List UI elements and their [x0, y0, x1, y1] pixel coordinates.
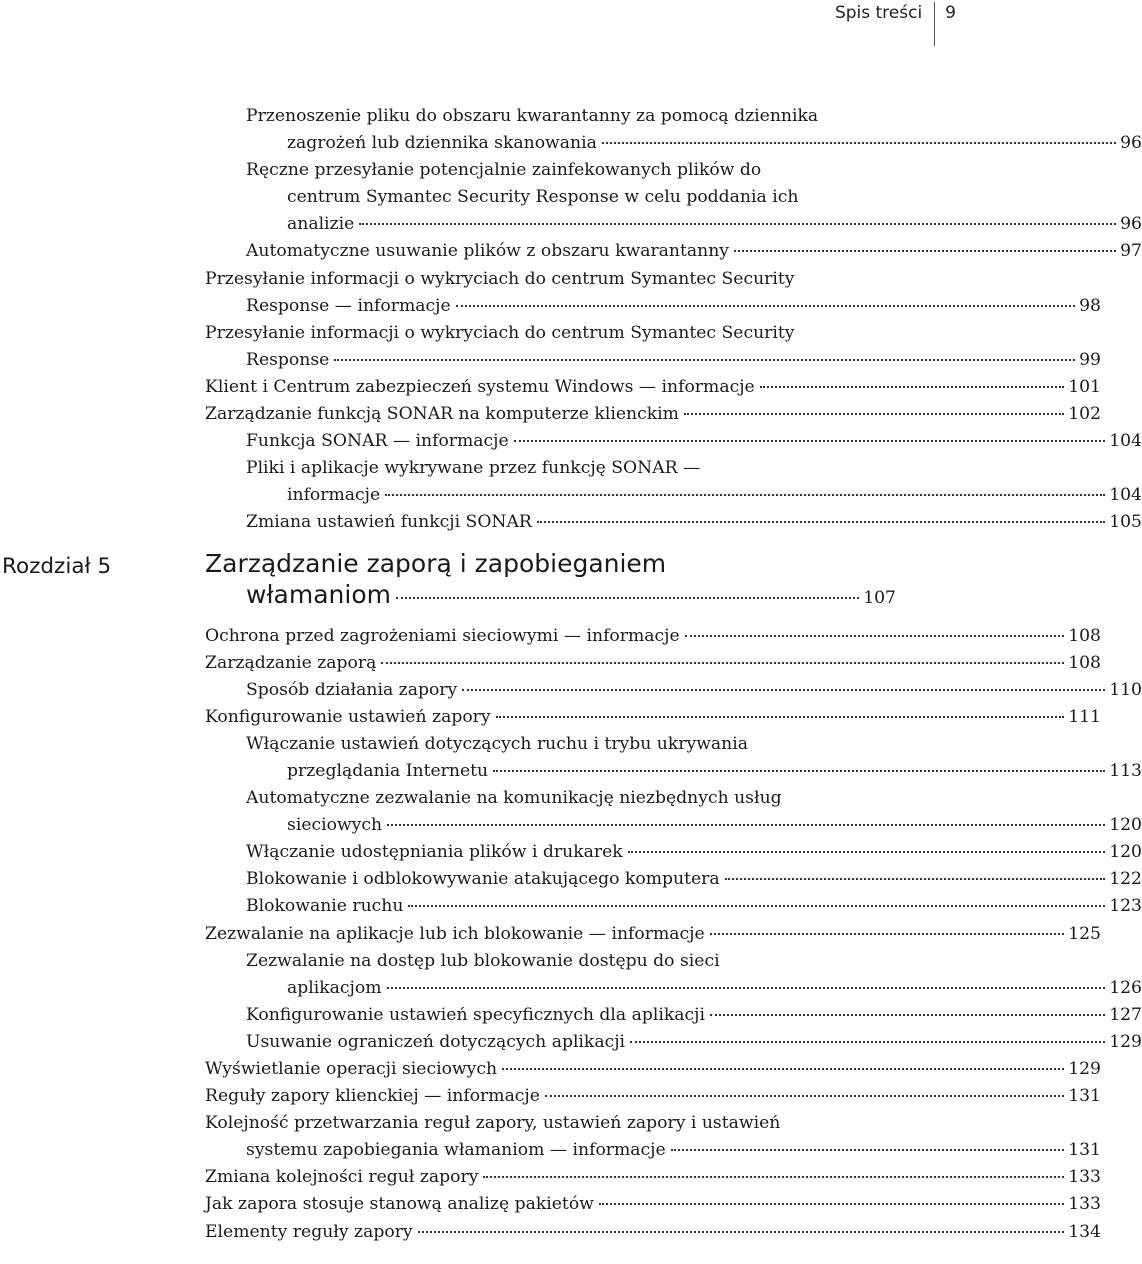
toc-page-number: 126 [1109, 977, 1142, 998]
dot-leader [396, 597, 859, 599]
toc-entry[interactable] [0, 650, 1101, 677]
toc-entry-line [246, 157, 1142, 184]
toc-entry-line [205, 921, 1101, 948]
toc-entry-line [246, 184, 1142, 211]
dot-leader [760, 386, 1064, 388]
toc-entry-text: Response [246, 349, 330, 370]
toc-entry-text: Response — informacje [246, 295, 451, 316]
dot-leader [537, 521, 1105, 523]
toc-page-number: 96 [1120, 214, 1142, 235]
chapter-label: Rozdział 5 [2, 553, 112, 579]
toc-page-number: 111 [1068, 706, 1101, 727]
toc-entry[interactable] [0, 677, 1142, 704]
toc-entry-text: Klient i Centrum zabezpieczeń systemu Windows — informacje [205, 376, 755, 397]
toc-entry[interactable] [0, 1191, 1101, 1218]
toc-entry-line [205, 1083, 1101, 1110]
toc-page-number: 129 [1068, 1059, 1101, 1079]
toc-page-number: 101 [1068, 376, 1101, 397]
dot-leader [602, 142, 1116, 144]
chapter-heading[interactable] [0, 548, 896, 614]
toc-entry-line [246, 975, 1142, 1002]
toc-entry-line [246, 1029, 1142, 1056]
toc-entry[interactable] [0, 1056, 1101, 1083]
page-number: 9 [945, 3, 956, 23]
toc-entry[interactable] [0, 1164, 1101, 1191]
toc-entry[interactable] [0, 839, 1142, 866]
dot-leader [710, 933, 1065, 935]
dot-leader [334, 359, 1075, 361]
toc-entry[interactable] [0, 866, 1142, 893]
toc-page-number: 102 [1068, 404, 1101, 425]
toc-entry-text: przeglądania Internetu [287, 760, 489, 781]
dot-leader [710, 1014, 1105, 1016]
dot-leader [387, 987, 1106, 989]
header-divider [934, 2, 935, 46]
table-of-contents [0, 103, 1142, 1246]
dot-leader [725, 878, 1106, 880]
toc-entry-line [246, 758, 1142, 785]
toc-entry-line [205, 347, 1101, 374]
toc-entry-line [246, 812, 1142, 839]
toc-entry[interactable] [0, 238, 1142, 265]
toc-page-number: 122 [1109, 869, 1142, 890]
toc-entry[interactable] [0, 1110, 1101, 1164]
toc-entry-text: Blokowanie i odblokowywanie atakującego komputera [246, 869, 720, 890]
toc-entry[interactable] [0, 455, 1142, 509]
dot-leader [385, 494, 1105, 496]
toc-entry-text: Automatyczne zezwalanie na komunikację niezbędnych usług [246, 788, 782, 809]
toc-entry-text: Przenoszenie pliku do obszaru kwarantanny za pomocą dziennika [246, 106, 819, 126]
toc-entry[interactable] [0, 731, 1142, 785]
toc-entry[interactable] [0, 157, 1142, 238]
toc-page-number: 127 [1109, 1004, 1142, 1025]
toc-page-number: 104 [1109, 485, 1142, 506]
toc-entry-line [205, 1191, 1101, 1218]
dot-leader [359, 223, 1116, 225]
toc-page-number: 123 [1109, 896, 1142, 917]
dot-leader [418, 1231, 1065, 1233]
toc-page-number: 133 [1068, 1167, 1101, 1188]
toc-entry-text: Blokowanie ruchu [246, 896, 404, 917]
toc-entry-line [205, 1219, 1101, 1246]
toc-entry[interactable] [0, 785, 1142, 839]
toc-entry[interactable] [0, 704, 1101, 731]
dot-leader [408, 905, 1105, 907]
toc-entry-line [205, 401, 1101, 428]
toc-entry-line [246, 893, 1142, 920]
toc-entry[interactable] [0, 1029, 1142, 1056]
toc-page-number: 113 [1109, 760, 1142, 781]
toc-entry-line [246, 509, 1142, 536]
toc-page-number: 129 [1109, 1031, 1142, 1052]
toc-entry[interactable] [0, 1002, 1142, 1029]
toc-entry[interactable] [0, 320, 1101, 374]
toc-entry-text: Reguły zapory klienckiej — informacje [205, 1086, 540, 1107]
toc-entry[interactable] [0, 266, 1101, 320]
toc-entry-text: informacje [287, 485, 381, 506]
toc-entry-text: sieciowych [287, 815, 383, 836]
toc-entry-line [246, 948, 1142, 975]
toc-page-number: 108 [1068, 625, 1101, 646]
toc-entry-line [205, 1056, 1101, 1083]
dot-leader [514, 440, 1106, 442]
dot-leader [387, 824, 1105, 826]
toc-entry-line [246, 211, 1142, 238]
toc-page-number: 97 [1120, 241, 1142, 262]
toc-entry-line [246, 455, 1142, 482]
toc-entry-text: Zmiana ustawień funkcji SONAR [246, 512, 532, 533]
toc-entry-line [205, 320, 1101, 347]
dot-leader [684, 413, 1064, 415]
toc-entry-text: aplikacjom [287, 977, 382, 998]
chapter-title-text: Zarządzanie zaporą i zapobieganiem [205, 548, 667, 578]
toc-entry-text: Przesyłanie informacji o wykryciach do centrum Symantec Security [205, 268, 795, 289]
toc-entry-line [205, 1137, 1101, 1164]
toc-entry[interactable] [0, 948, 1142, 1002]
toc-entries-before [0, 103, 1142, 537]
dot-leader [502, 1068, 1064, 1070]
toc-page-number: 110 [1109, 679, 1142, 700]
dot-leader [628, 851, 1106, 853]
toc-page-number: 134 [1068, 1221, 1101, 1242]
toc-entry-text: Włączanie udostępniania plików i drukarek [246, 842, 623, 863]
toc-page-number: 131 [1068, 1086, 1101, 1107]
toc-entry-text: Sposób działania zapory [246, 679, 458, 700]
dot-leader [630, 1041, 1105, 1043]
toc-entry[interactable] [0, 1219, 1101, 1246]
toc-entry-text: Zarządzanie funkcją SONAR na komputerze klienckim [205, 404, 679, 425]
chapter-title [0, 548, 896, 614]
toc-entry-text: Zarządzanie zaporą [205, 652, 377, 673]
running-head [835, 2, 960, 46]
toc-page-number: 104 [1109, 431, 1142, 452]
dot-leader [462, 689, 1105, 691]
toc-entry-text: zagrożeń lub dziennika skanowania [287, 133, 597, 154]
toc-page-number: 105 [1109, 512, 1142, 533]
toc-entry-line [246, 839, 1142, 866]
toc-page-number: 120 [1109, 842, 1142, 863]
toc-page-number: 108 [1068, 652, 1101, 673]
toc-page-number: 125 [1068, 923, 1101, 944]
dot-leader [671, 1149, 1065, 1151]
dot-leader [483, 1176, 1064, 1178]
toc-entry-line [205, 704, 1101, 731]
chapter-title-line [205, 548, 896, 579]
toc-page-number: 131 [1068, 1140, 1101, 1161]
toc-entry-text: Zezwalanie na dostęp lub blokowanie dostępu do sieci [246, 950, 720, 971]
chapter-page-number: 107 [863, 587, 896, 608]
dot-leader [456, 305, 1076, 307]
toc-entry-text: Zmiana kolejności reguł zapory [205, 1167, 479, 1188]
toc-entry-text: Pliki i aplikacje wykrywane przez funkcję SONAR — [246, 458, 701, 479]
toc-entry-text: centrum Symantec Security Response w celu poddania ich [287, 187, 799, 208]
toc-entry[interactable] [0, 509, 1142, 536]
toc-entry-line [205, 266, 1101, 293]
toc-entry-text: Ręczne przesyłanie potencjalnie zainfekowanych plików do [246, 160, 762, 181]
toc-entry-line [205, 623, 1101, 650]
toc-entry-text: Jak zapora stosuje stanową analizę pakietów [205, 1194, 594, 1215]
toc-entry-text: systemu zapobiegania włamaniom — informacje [246, 1140, 666, 1161]
toc-entry-text: analizie [287, 214, 355, 235]
toc-entry-line [205, 650, 1101, 677]
toc-page-number: 133 [1068, 1194, 1101, 1215]
toc-entry-text: Usuwanie ograniczeń dotyczących aplikacji [246, 1031, 626, 1052]
toc-entry-text: Wyświetlanie operacji sieciowych [205, 1059, 498, 1079]
toc-entry-line [205, 1110, 1101, 1137]
toc-entry-text: Przesyłanie informacji o wykryciach do centrum Symantec Security [205, 322, 795, 343]
toc-page-number: 99 [1079, 349, 1101, 370]
toc-entry-line [246, 731, 1142, 758]
toc-page-number: 120 [1109, 815, 1142, 836]
toc-entry-text: Elementy reguły zapory [205, 1221, 413, 1242]
toc-entry-line [246, 238, 1142, 265]
toc-page-number: 98 [1079, 295, 1101, 316]
dot-leader [545, 1095, 1064, 1097]
toc-entry-text: Automatyczne usuwanie plików z obszaru kwarantanny [246, 241, 729, 262]
toc-entry-line [246, 1002, 1142, 1029]
toc-entry[interactable] [0, 103, 1142, 157]
toc-entry-line [246, 785, 1142, 812]
dot-leader [599, 1203, 1064, 1205]
dot-leader [685, 635, 1065, 637]
dot-leader [496, 716, 1065, 718]
toc-entry-line [205, 374, 1101, 401]
toc-entry-text: Kolejność przetwarzania reguł zapory, ustawień zapory i ustawień [205, 1113, 781, 1134]
toc-entry[interactable] [0, 893, 1142, 920]
toc-entry-line [205, 293, 1101, 320]
toc-entry-line [205, 1164, 1101, 1191]
section-title: Spis treści [834, 3, 923, 23]
dot-leader [734, 250, 1116, 252]
toc-entry-line [246, 677, 1142, 704]
toc-entry-text: Funkcja SONAR — informacje [246, 431, 509, 452]
chapter-title-line [205, 579, 896, 614]
dot-leader [381, 662, 1064, 664]
toc-entry-line [246, 482, 1142, 509]
toc-entry-line [246, 130, 1142, 157]
toc-entry[interactable] [0, 401, 1101, 428]
toc-entry[interactable] [0, 374, 1101, 401]
dot-leader [493, 770, 1105, 772]
toc-entry-line [246, 866, 1142, 893]
toc-entry-text: Konfigurowanie ustawień specyficznych dla aplikacji [246, 1004, 705, 1025]
toc-entry[interactable] [0, 428, 1142, 455]
toc-entry-line [246, 428, 1142, 455]
toc-entries-after [0, 623, 1142, 1246]
toc-entry-text: Konfigurowanie ustawień zapory [205, 706, 491, 727]
toc-entry[interactable] [0, 1083, 1101, 1110]
toc-entry-text: Zezwalanie na aplikacje lub ich blokowanie — informacje [205, 923, 705, 944]
toc-entry-line [246, 103, 1142, 130]
chapter-title-text: włamaniom [246, 579, 391, 609]
toc-page-number: 96 [1120, 133, 1142, 154]
toc-entry-text: Ochrona przed zagrożeniami sieciowymi — informacje [205, 625, 680, 646]
toc-entry[interactable] [0, 921, 1101, 948]
toc-entry-text: Włączanie ustawień dotyczących ruchu i trybu ukrywania [246, 733, 748, 754]
toc-entry[interactable] [0, 623, 1101, 650]
